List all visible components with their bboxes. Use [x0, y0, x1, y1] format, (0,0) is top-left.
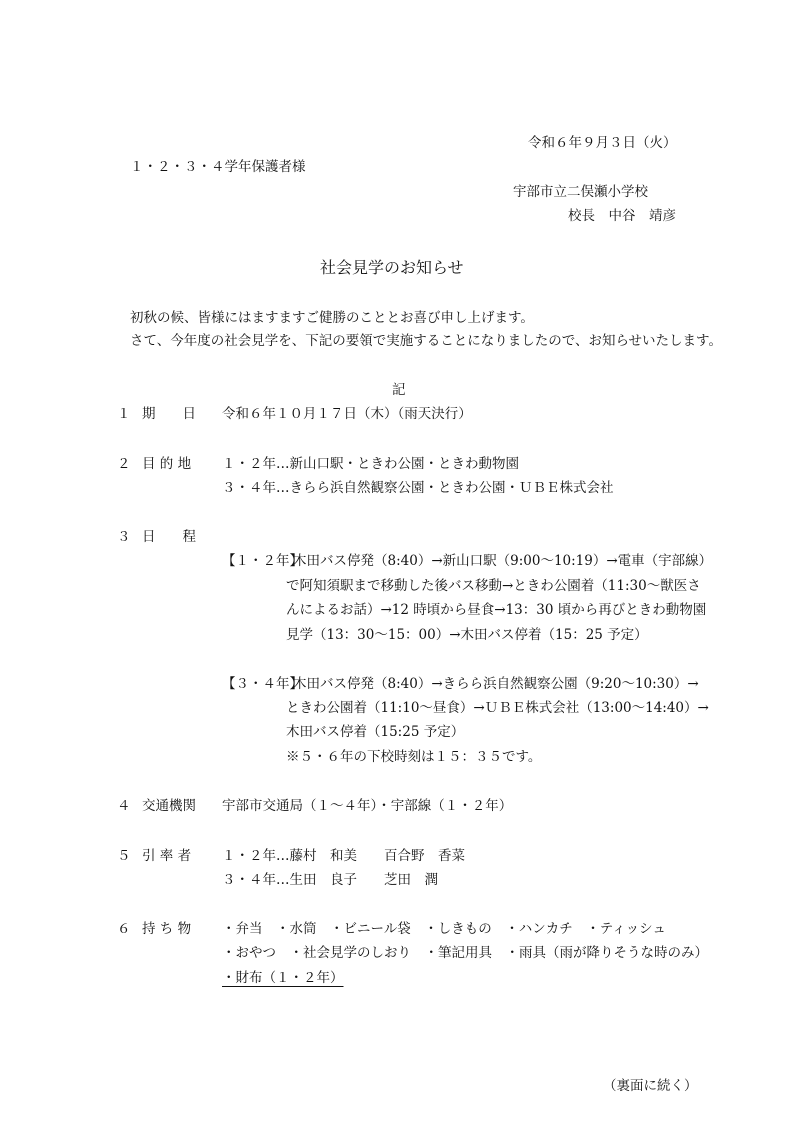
intro-line: さて、今年度の社会見学を、下記の要領で実施することになりましたので、お知らせいたします。 [130, 333, 722, 349]
school-name: 宇部市立二俣瀬小学校 [513, 184, 648, 200]
belongings-line: ・弁当 ・水筒 ・ビニール袋 ・しきもの ・ハンカチ ・ティッシュ [222, 921, 666, 937]
schedule-group-tag: 【３・４年】 [222, 676, 303, 692]
destination-line: １・２年…新山口駅・ときわ公園・ときわ動物園 [222, 456, 519, 472]
schedule-note: ※５・６年の下校時刻は１５：３５です。 [286, 749, 542, 765]
leaders-line: １・２年…藤村 和美 百合野 香菜 [222, 848, 465, 864]
item-label-date: 期 日 [142, 406, 196, 422]
item-value-date: 令和６年１０月１７日（木）（雨天決行） [222, 406, 472, 422]
item-number: １ [117, 406, 131, 422]
page-title: 社会見学のお知らせ [320, 258, 464, 277]
item-label-belongings: 持 ち 物 [142, 921, 192, 937]
schedule-line: で阿知須駅まで移動した後バス移動→ときわ公園着（11:30〜獣医さ [286, 578, 701, 594]
intro-line: 初秋の候、皆様にはますますご健勝のこととお喜び申し上げます。 [130, 310, 534, 326]
item-label-transport: 交通機関 [142, 798, 196, 814]
schedule-line: んによるお話）→12 時頃から昼食→13：30 頃から再びときわ動物園 [286, 602, 707, 618]
ki-heading: 記 [392, 382, 406, 398]
item-number: ４ [117, 798, 131, 814]
schedule-line: 木田バス停発（8:40）→新山口駅（9:00〜10:19）→電車（宇部線） [293, 553, 713, 569]
belongings-line-wallet: ・財布（１・２年） [222, 970, 344, 986]
principal-name: 校長 中谷 靖彦 [568, 208, 676, 224]
belongings-line: ・おやつ ・社会見学のしおり ・筆記用具 ・雨具（雨が降りそうな時のみ） [222, 945, 708, 961]
item-number: ５ [117, 848, 131, 864]
item-number: ６ [117, 921, 131, 937]
item-label-leaders: 引 率 者 [142, 848, 192, 864]
destination-line: ３・４年…きらら浜自然観察公園・ときわ公園・ＵＢＥ株式会社 [222, 480, 614, 496]
item-label-destination: 目 的 地 [142, 456, 192, 472]
recipient: １・２・３・４学年保護者様 [130, 159, 306, 175]
schedule-line: 木田バス停着（15:25 予定） [286, 724, 465, 740]
item-number: ３ [117, 529, 131, 545]
schedule-line: 見学（13：30〜15：00）→木田バス停着（15：25 予定） [286, 627, 648, 643]
item-label-schedule: 日 程 [142, 529, 196, 545]
item-number: ２ [117, 456, 131, 472]
leaders-line: ３・４年…生田 良子 芝田 潤 [222, 872, 438, 888]
schedule-group-tag: 【１・２年】 [222, 553, 303, 569]
issue-date: 令和６年９月３日（火） [528, 135, 677, 151]
item-value-transport: 宇部市交通局（１〜４年）・宇部線（１・２年） [222, 798, 513, 814]
schedule-line: 木田バス停発（8:40）→きらら浜自然観察公園（9:20〜10:30）→ [293, 676, 699, 692]
schedule-line: ときわ公園着（11:10〜昼食）→ＵＢＥ株式会社（13:00〜14:40）→ [286, 700, 709, 716]
continued-note: （裏面に続く） [603, 1078, 698, 1094]
